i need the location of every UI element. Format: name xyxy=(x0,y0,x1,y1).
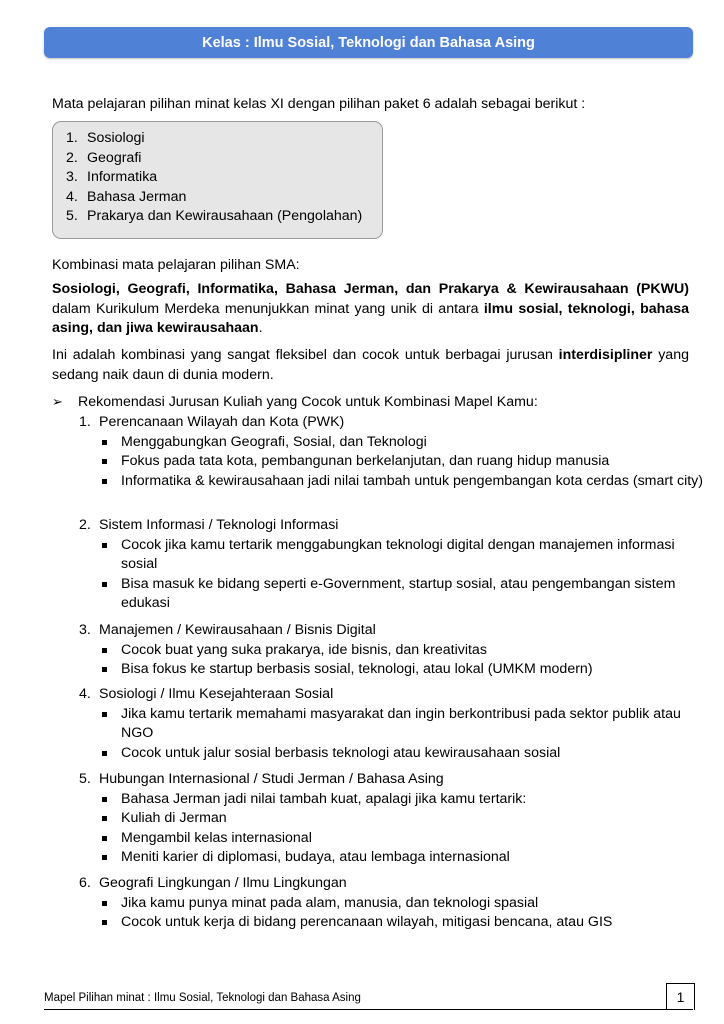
major-section xyxy=(79,621,710,680)
major-title: 5. Hubungan Internasional / Studi Jerman / Bahasa Asing xyxy=(79,771,444,787)
subject-item: 4. Bahasa Jerman xyxy=(66,188,187,205)
major-bullet: Mengambil kelas internasional xyxy=(100,829,710,849)
major-bullet: Fokus pada tata kota, pembangunan berkelanjutan, dan ruang hidup manusia xyxy=(100,452,710,472)
major-bullet: Bahasa Jerman jadi nilai tambah kuat, apalagi jika kamu tertarik: xyxy=(100,790,710,810)
footer-text: Mapel Pilihan minat : Ilmu Sosial, Teknologi dan Bahasa Asing xyxy=(44,992,361,1004)
subject-item: 3. Informatika xyxy=(66,169,158,186)
subject-item: 5. Prakarya dan Kewirausahaan (Pengolahan) xyxy=(66,208,363,225)
combo-heading: Kombinasi mata pelajaran pilihan SMA: xyxy=(52,257,300,273)
major-title: 2. Sistem Informasi / Teknologi Informasi xyxy=(79,517,339,533)
intro-text: Mata pelajaran pilihan minat kelas XI dengan pilihan paket 6 adalah sebagai berikut : xyxy=(52,96,586,112)
major-title: 6. Geografi Lingkungan / Ilmu Lingkungan xyxy=(79,875,347,891)
header-banner xyxy=(44,27,693,58)
page-number: 1 xyxy=(666,983,695,1010)
combo-paragraph: Sosiologi, Geografi, Informatika, Bahasa Jerman, dan Prakarya & Kewirausahaan (PKWU) dalam Kurikulum Merdeka menunjukkan minat yang unik di antara ilmu sosial, teknologi, bahasa asing, dan jiwa kewirausahaan. xyxy=(52,281,689,336)
major-bullet: Bisa fokus ke startup berbasis sosial, teknologi, atau lokal (UMKM modern) xyxy=(100,660,710,680)
major-bullet: Cocok jika kamu tertarik menggabungkan teknologi digital dengan manajemen informasi sosial xyxy=(100,536,710,575)
major-section xyxy=(79,516,710,614)
major-title: 1. Perencanaan Wilayah dan Kota (PWK) xyxy=(79,414,345,430)
major-bullet: Meniti karier di diplomasi, budaya, atau lembaga internasional xyxy=(100,848,710,868)
page-title: Kelas : Ilmu Sosial, Teknologi dan Bahasa Asing xyxy=(202,34,535,51)
subject-list-box xyxy=(52,121,383,239)
major-bullet: Cocok untuk jalur sosial berbasis teknologi atau kewirausahaan sosial xyxy=(100,744,710,764)
major-title: 3. Manajemen / Kewirausahaan / Bisnis Digital xyxy=(79,622,376,638)
interdisciplinary-paragraph: Ini adalah kombinasi yang sangat fleksibel dan cocok untuk berbagai jurusan interdisipliner yang sedang naik daun di dunia modern. xyxy=(52,347,689,383)
major-bullet: Menggabungkan Geografi, Sosial, dan Teknologi xyxy=(100,433,710,453)
major-section xyxy=(79,770,710,868)
recommendation-heading: ➢ Rekomendasi Jurusan Kuliah yang Cocok untuk Kombinasi Mapel Kamu: xyxy=(52,394,538,410)
subject-item: 2. Geografi xyxy=(66,149,142,166)
major-section xyxy=(79,874,710,933)
subject-item: 1. Sosiologi xyxy=(66,130,145,146)
major-bullet: Jika kamu punya minat pada alam, manusia, dan teknologi spasial xyxy=(100,894,710,914)
major-bullet: Cocok untuk kerja di bidang perencanaan wilayah, mitigasi bencana, atau GIS xyxy=(100,913,710,933)
arrow-bullet-icon: ➢ xyxy=(52,394,63,409)
major-bullet: Jika kamu tertarik memahami masyarakat dan ingin berkontribusi pada sektor publik atau NGO xyxy=(100,705,710,744)
major-bullet: Bisa masuk ke bidang seperti e-Government, startup sosial, atau pengembangan sistem edukasi xyxy=(100,575,710,614)
major-title: 4. Sosiologi / Ilmu Kesejahteraan Sosial xyxy=(79,686,334,702)
footer-divider xyxy=(44,1009,693,1010)
major-bullet: Cocok buat yang suka prakarya, ide bisnis, dan kreativitas xyxy=(100,641,710,661)
major-bullet: Kuliah di Jerman xyxy=(100,809,710,829)
major-section xyxy=(79,685,710,763)
major-bullet: Informatika & kewirausahaan jadi nilai tambah untuk pengembangan kota cerdas (smart city) xyxy=(100,472,710,492)
major-section xyxy=(79,413,710,491)
